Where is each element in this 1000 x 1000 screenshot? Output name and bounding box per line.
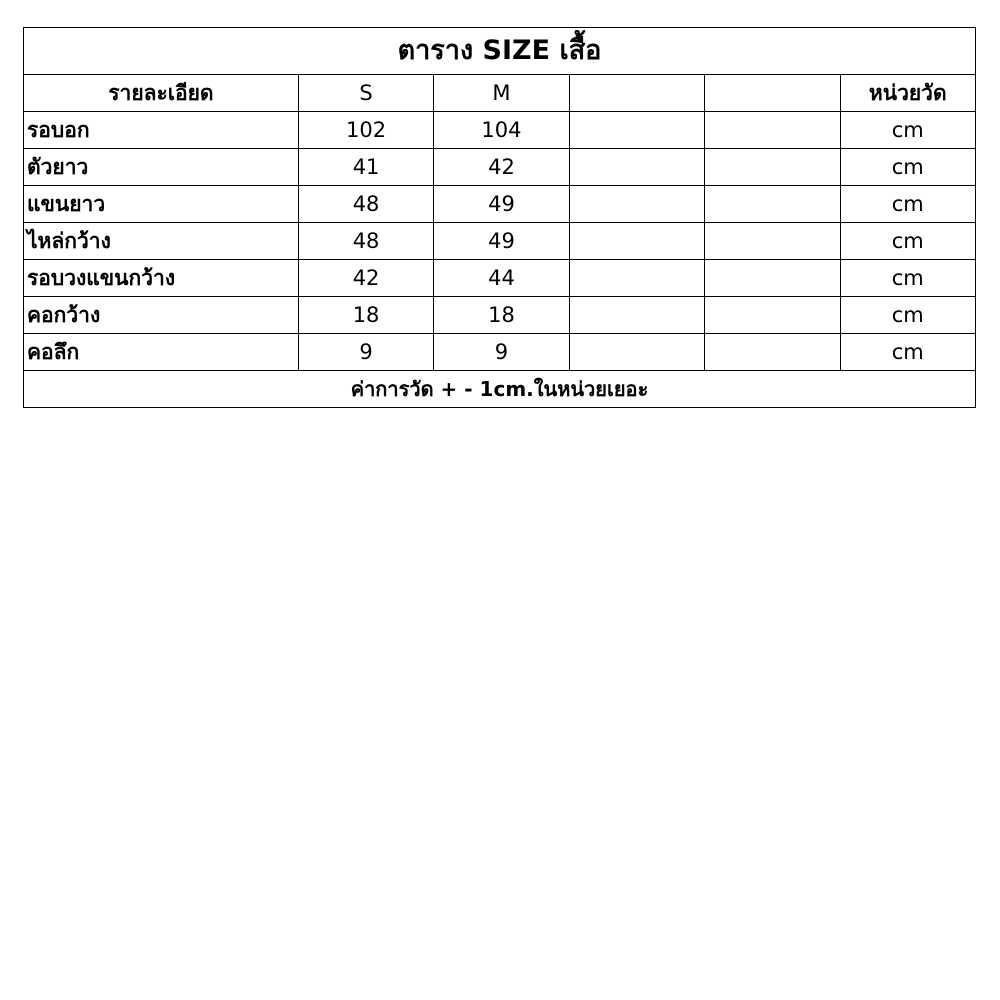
row-label: คอกว้าง (24, 297, 299, 334)
row-unit: cm (840, 112, 975, 149)
row-value-m: 9 (434, 334, 569, 371)
row-value-s: 18 (298, 297, 433, 334)
row-value-s: 41 (298, 149, 433, 186)
row-label: คอลึก (24, 334, 299, 371)
row-value-blank-1 (569, 260, 704, 297)
row-value-blank-2 (705, 112, 840, 149)
row-value-blank-1 (569, 297, 704, 334)
row-unit: cm (840, 297, 975, 334)
table-title: ตาราง SIZE เสื้อ (24, 28, 976, 75)
table-row (24, 112, 976, 149)
row-value-s: 9 (298, 334, 433, 371)
header-unit: หน่วยวัด (840, 75, 975, 112)
header-row (24, 75, 976, 112)
row-value-blank-2 (705, 260, 840, 297)
footer-row (24, 371, 976, 408)
header-detail: รายละเอียด (24, 75, 299, 112)
row-value-blank-1 (569, 149, 704, 186)
row-value-m: 44 (434, 260, 569, 297)
row-label: ไหล่กว้าง (24, 223, 299, 260)
header-size-blank-2 (705, 75, 840, 112)
header-size-blank-1 (569, 75, 704, 112)
row-unit: cm (840, 186, 975, 223)
row-value-blank-1 (569, 334, 704, 371)
row-label: รอบอก (24, 112, 299, 149)
row-value-m: 49 (434, 186, 569, 223)
measurement-note: ค่าการวัด + - 1cm.ในหน่วยเยอะ (24, 371, 976, 408)
row-value-blank-2 (705, 186, 840, 223)
row-label: รอบวงแขนกว้าง (24, 260, 299, 297)
row-value-s: 42 (298, 260, 433, 297)
header-size-m: M (434, 75, 569, 112)
table-row (24, 260, 976, 297)
row-value-blank-1 (569, 223, 704, 260)
row-value-m: 104 (434, 112, 569, 149)
row-value-blank-1 (569, 186, 704, 223)
row-value-s: 48 (298, 223, 433, 260)
row-value-s: 48 (298, 186, 433, 223)
row-value-blank-1 (569, 112, 704, 149)
row-label: ตัวยาว (24, 149, 299, 186)
row-label: แขนยาว (24, 186, 299, 223)
table-row (24, 186, 976, 223)
row-value-blank-2 (705, 297, 840, 334)
row-value-m: 49 (434, 223, 569, 260)
row-value-m: 42 (434, 149, 569, 186)
row-unit: cm (840, 223, 975, 260)
header-size-s: S (298, 75, 433, 112)
size-chart-table (23, 27, 976, 408)
row-value-blank-2 (705, 334, 840, 371)
row-value-s: 102 (298, 112, 433, 149)
table-row (24, 223, 976, 260)
table-row (24, 149, 976, 186)
table-row (24, 297, 976, 334)
row-unit: cm (840, 149, 975, 186)
title-row (24, 28, 976, 75)
row-value-blank-2 (705, 223, 840, 260)
table-row (24, 334, 976, 371)
row-value-blank-2 (705, 149, 840, 186)
row-unit: cm (840, 260, 975, 297)
row-value-m: 18 (434, 297, 569, 334)
row-unit: cm (840, 334, 975, 371)
